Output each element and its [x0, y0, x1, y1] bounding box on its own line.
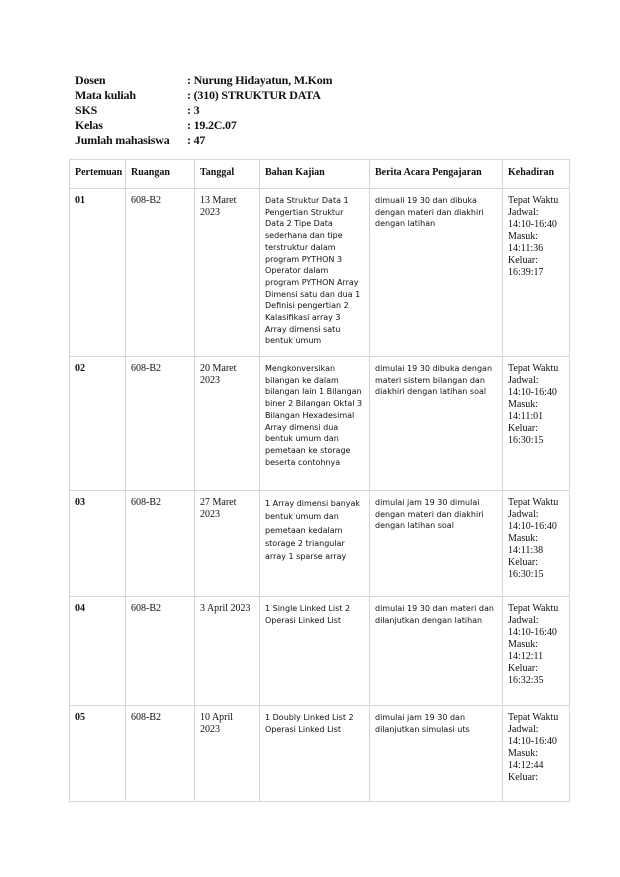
- cell-tanggal: 13 Maret 2023: [195, 189, 260, 357]
- header-bahan-kajian: Bahan Kajian: [260, 160, 370, 189]
- kehadiran-jadwal: Jadwal: 14:10-16:40: [508, 375, 557, 398]
- cell-ruangan: 608-B2: [126, 357, 195, 491]
- kehadiran-masuk: Masuk: 14:11:38: [508, 533, 544, 556]
- cell-bahan-kajian: Mengkonversikan bilangan ke dalam bilangan lain 1 Bilangan biner 2 Bilangan Oktal 3 Bilangan Hexadesimal Array dimensi dua bentuk umum dan pemetaan ke storage beserta contohnya: [260, 357, 370, 491]
- kehadiran-status: Tepat Waktu: [508, 363, 559, 374]
- cell-pertemuan: 02: [70, 357, 126, 491]
- info-value: : 3: [187, 103, 200, 117]
- cell-bahan-kajian: 1 Array dimensi banyak bentuk umum dan pemetaan kedalam storage 2 triangular array 1 sparse array: [260, 491, 370, 597]
- cell-pertemuan: 05: [70, 706, 126, 802]
- kehadiran-status: Tepat Waktu: [508, 195, 559, 206]
- header-tanggal: Tanggal: [195, 160, 260, 189]
- cell-tanggal: 27 Maret 2023: [195, 491, 260, 597]
- table-row: [70, 189, 570, 357]
- info-row-mata-kuliah: [75, 88, 332, 103]
- kehadiran-keluar: Keluar: 16:39:17: [508, 255, 544, 278]
- info-label: Jumlah mahasiswa: [75, 133, 170, 147]
- header-kehadiran: Kehadiran: [503, 160, 570, 189]
- header-pertemuan: Pertemuan: [70, 160, 126, 189]
- cell-ruangan: 608-B2: [126, 491, 195, 597]
- cell-pertemuan: 03: [70, 491, 126, 597]
- cell-berita-acara: dimulai 19 30 dan materi dan dilanjutkan dengan latihan: [370, 597, 503, 706]
- attendance-table: [69, 159, 570, 802]
- cell-bahan-kajian: 1 Single Linked List 2 Operasi Linked List: [260, 597, 370, 706]
- info-label: Dosen: [75, 73, 106, 87]
- table-row: [70, 357, 570, 491]
- info-row-jumlah-mahasiswa: [75, 133, 332, 148]
- kehadiran-status: Tepat Waktu: [508, 497, 559, 508]
- info-row-kelas: [75, 118, 332, 133]
- info-label: Kelas: [75, 118, 103, 132]
- kehadiran-masuk: Masuk: 14:12:44: [508, 748, 544, 771]
- header-ruangan: Ruangan: [126, 160, 195, 189]
- kehadiran-jadwal: Jadwal: 14:10-16:40: [508, 615, 557, 638]
- cell-pertemuan: 01: [70, 189, 126, 357]
- cell-berita-acara: dimuali 19 30 dan dibuka dengan materi dan diakhiri dengan latihan: [370, 189, 503, 357]
- cell-tanggal: 3 April 2023: [195, 597, 260, 706]
- kehadiran-jadwal: Jadwal: 14:10-16:40: [508, 724, 557, 747]
- info-value: : (310) STRUKTUR DATA: [187, 88, 321, 102]
- table-row: [70, 491, 570, 597]
- info-value: : Nurung Hidayatun, M.Kom: [187, 73, 333, 87]
- cell-kehadiran: [503, 491, 570, 597]
- info-label: Mata kuliah: [75, 88, 136, 102]
- kehadiran-status: Tepat Waktu: [508, 712, 559, 723]
- cell-kehadiran: [503, 357, 570, 491]
- course-info: [75, 73, 332, 148]
- kehadiran-jadwal: Jadwal: 14:10-16:40: [508, 509, 557, 532]
- info-row-dosen: [75, 73, 332, 88]
- kehadiran-masuk: Masuk: 14:11:01: [508, 399, 544, 422]
- cell-ruangan: 608-B2: [126, 189, 195, 357]
- kehadiran-keluar: Keluar: 16:30:15: [508, 557, 544, 580]
- info-row-sks: [75, 103, 332, 118]
- cell-bahan-kajian: Data Struktur Data 1 Pengertian Struktur Data 2 Tipe Data sederhana dan tipe terstruktur dalam program PYTHON 3 Operator dalam program PYTHON Array Dimensi satu dan dua 1 Definisi pengertian 2 Kalasifikasi array 3 Array dimensi satu bentuk umum: [260, 189, 370, 357]
- cell-ruangan: 608-B2: [126, 706, 195, 802]
- cell-kehadiran: [503, 706, 570, 802]
- table-row: [70, 597, 570, 706]
- kehadiran-masuk: Masuk: 14:11:36: [508, 231, 544, 254]
- cell-kehadiran: [503, 189, 570, 357]
- info-label: SKS: [75, 103, 98, 117]
- info-value: : 47: [187, 133, 206, 147]
- cell-ruangan: 608-B2: [126, 597, 195, 706]
- kehadiran-status: Tepat Waktu: [508, 603, 559, 614]
- table-row: [70, 706, 570, 802]
- cell-berita-acara: dimulai jam 19 30 dan dilanjutkan simulasi uts: [370, 706, 503, 802]
- header-berita-acara: Berita Acara Pengajaran: [370, 160, 503, 189]
- kehadiran-keluar: Keluar:: [508, 772, 538, 783]
- info-value: : 19.2C.07: [187, 118, 237, 132]
- cell-berita-acara: dimulai 19 30 dibuka dengan materi sistem bilangan dan diakhiri dengan latihan soal: [370, 357, 503, 491]
- cell-pertemuan: 04: [70, 597, 126, 706]
- cell-bahan-kajian: 1 Doubly Linked List 2 Operasi Linked List: [260, 706, 370, 802]
- cell-tanggal: 20 Maret 2023: [195, 357, 260, 491]
- table-header-row: [70, 160, 570, 189]
- kehadiran-masuk: Masuk: 14:12:11: [508, 639, 544, 662]
- kehadiran-keluar: Keluar: 16:32:35: [508, 663, 544, 686]
- kehadiran-jadwal: Jadwal: 14:10-16:40: [508, 207, 557, 230]
- cell-kehadiran: [503, 597, 570, 706]
- cell-berita-acara: dimulai jam 19 30 dimulai dengan materi dan diakhiri dengan latihan soal: [370, 491, 503, 597]
- kehadiran-keluar: Keluar: 16:30:15: [508, 423, 544, 446]
- cell-tanggal: 10 April 2023: [195, 706, 260, 802]
